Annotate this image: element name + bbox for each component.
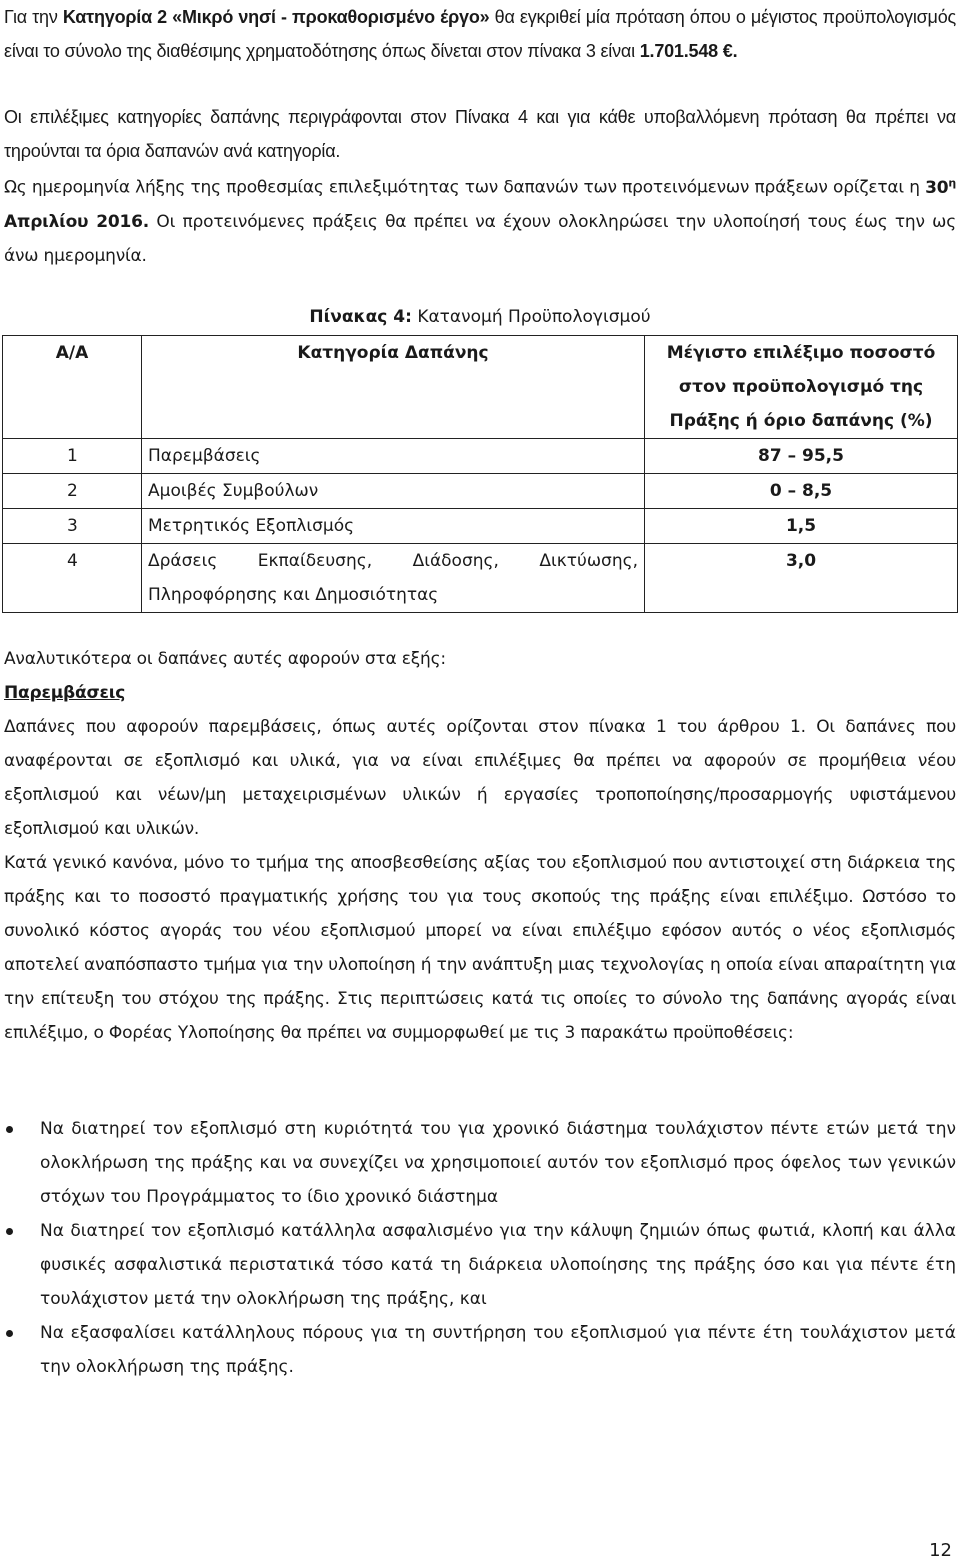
row-value: 3,0 (645, 544, 958, 613)
table-row (3, 439, 958, 474)
list-item (4, 1214, 956, 1316)
header-max: Μέγιστο επιλέξιμο ποσοστό στον προϋπολογισμό της Πράξης ή όριο δαπάνης (%) (645, 336, 958, 439)
intro-paragraph-1 (4, 0, 956, 68)
row-num: 1 (3, 439, 142, 474)
deadline-day: 30 (925, 177, 949, 198)
deadline-month: Απριλίου 2016. (4, 211, 150, 232)
details-paragraph-2 (4, 846, 956, 1050)
details-text: Δαπάνες που αφορούν παρεμβάσεις, όπως αυτές ορίζονται στον πίνακα 1 του άρθρου 1. Οι δαπάνες που αναφέρονται σε εξοπλισμό και υλικά, για να είναι επιλέξιμες θα πρέπει να αφορούν σε προμήθεια νέου εξοπλισμού και νέων/μη μεταχειρισμένων υλικών ή εργασίες τροποποίησης/προσαρμογής υφιστάμενου εξοπλισμού και υλικών. (4, 717, 956, 839)
row-num: 4 (3, 544, 142, 613)
row-category: Δράσεις Εκπαίδευσης, Διάδοσης, Δικτύωσης, Πληροφόρησης και Δημοσιότητας (142, 544, 645, 613)
row-num: 3 (3, 509, 142, 544)
intro-text: Οι επιλέξιμες κατηγορίες δαπάνης περιγράφονται στον Πίνακα 4 και για κάθε υποβαλλόμενη πρόταση θα πρέπει να τηρούνται τα όρια δαπανών ανά κατηγορία. (4, 107, 956, 161)
details-lead (4, 642, 956, 676)
row-category: Παρεμβάσεις (142, 439, 645, 474)
bullet-icon (6, 1330, 13, 1337)
conditions-list (4, 1112, 956, 1384)
intro-paragraph-3 (4, 166, 956, 273)
list-item-text: Να εξασφαλίσει κατάλληλους πόρους για τη συντήρηση του εξοπλισμού για πέντε έτη τουλάχιστον μετά την ολοκλήρωση της πράξης. (40, 1323, 956, 1377)
row-value: 0 – 8,5 (645, 474, 958, 509)
table-row (3, 509, 958, 544)
table-row (3, 474, 958, 509)
row-category: Μετρητικός Εξοπλισμός (142, 509, 645, 544)
list-item-text: Να διατηρεί τον εξοπλισμό στη κυριότητά του για χρονικό διάστημα τουλάχιστον πέντε ετών μετά την ολοκλήρωση της πράξης και να συνεχίζει να χρησιμοποιεί αυτόν τον εξοπλισμό προς όφελος των γενικών στόχων του Προγράμματος το ίδιο χρονικό διάστημα (40, 1119, 956, 1207)
table-caption-label: Πίνακας 4: (309, 307, 412, 327)
deadline-text: Ως ημερομηνία λήξης της προθεσμίας επιλεξιμότητας των δαπανών των προτεινόμενων πράξεων ορίζεται η (4, 177, 926, 198)
details-paragraph-1 (4, 710, 956, 846)
budget-table (2, 335, 958, 613)
row-value: 1,5 (645, 509, 958, 544)
bullet-icon (6, 1126, 13, 1133)
header-num: Α/Α (3, 336, 142, 439)
deadline-ordinal: η (948, 176, 956, 189)
bullet-icon (6, 1228, 13, 1235)
intro-text: θα εγκριθεί μία πρόταση όπου ο μέγιστος προϋπολογισμός είναι το σύνολο της διαθέσιμης χρηματοδότησης όπως δίνεται στον πίνακα 3 είναι (4, 7, 956, 61)
table-caption-title: Κατανομή Προϋπολογισμού (411, 307, 651, 327)
intro-text: Για την (4, 7, 63, 27)
row-value: 87 – 95,5 (645, 439, 958, 474)
table-header-row (3, 336, 958, 439)
page-number: 12 (929, 1540, 952, 1561)
budget-amount: 1.701.548 €. (639, 41, 738, 61)
deadline-text: Οι προτεινόμενες πράξεις θα πρέπει να έχουν ολοκληρώσει την υλοποίησή τους έως την ως άνω ημερομηνία. (4, 211, 956, 266)
details-heading (4, 676, 956, 710)
details-lead-text: Αναλυτικότερα οι δαπάνες αυτές αφορούν στα εξής: (4, 649, 446, 669)
list-item-text: Να διατηρεί τον εξοπλισμό κατάλληλα ασφαλισμένο για την κάλυψη ζημιών όπως φωτιά, κλοπή και άλλα φυσικές ασφαλιστικά περιστατικά τόσο κατά τη διάρκεια υλοποίησης της πράξης όσο και για πέντε έτη τουλάχιστον μετά την ολοκλήρωση της πράξης, και (40, 1221, 956, 1309)
row-num: 2 (3, 474, 142, 509)
row-category: Αμοιβές Συμβούλων (142, 474, 645, 509)
list-item (4, 1112, 956, 1214)
list-item (4, 1316, 956, 1384)
section-heading: Παρεμβάσεις (4, 683, 126, 703)
category-name: Κατηγορία 2 «Μικρό νησί - προκαθορισμένο έργο» (62, 7, 490, 27)
details-text: Κατά γενικό κανόνα, μόνο το τμήμα της αποσβεσθείσης αξίας του εξοπλισμού που αντιστοιχεί στη διάρκεια της πράξης και το ποσοστό πραγματικής χρήσης του για τους σκοπούς της πράξης είναι επιλέξιμο. Ωστόσο το συνολικό κόστος αγοράς του νέου εξοπλισμού μπορεί να είναι επιλέξιμο εφόσον αυτός ο νέος εξοπλισμός αποτελεί αναπόσπαστο τμήμα για την υλοποίηση ή την ανάπτυξη μιας τεχνολογίας η οποία είναι απαραίτητη για την επίτευξη του στόχου της πράξης. Στις περιπτώσεις κατά τις οποίες το σύνολο της δαπάνης αγοράς είναι επιλέξιμο, ο Φορέας Υλοποίησης θα πρέπει να συμμορφωθεί με τις 3 παρακάτω προϋποθέσεις: (4, 853, 956, 1043)
table-caption (0, 300, 960, 334)
header-category: Κατηγορία Δαπάνης (142, 336, 645, 439)
table-row (3, 544, 958, 613)
intro-paragraph-2 (4, 100, 956, 168)
